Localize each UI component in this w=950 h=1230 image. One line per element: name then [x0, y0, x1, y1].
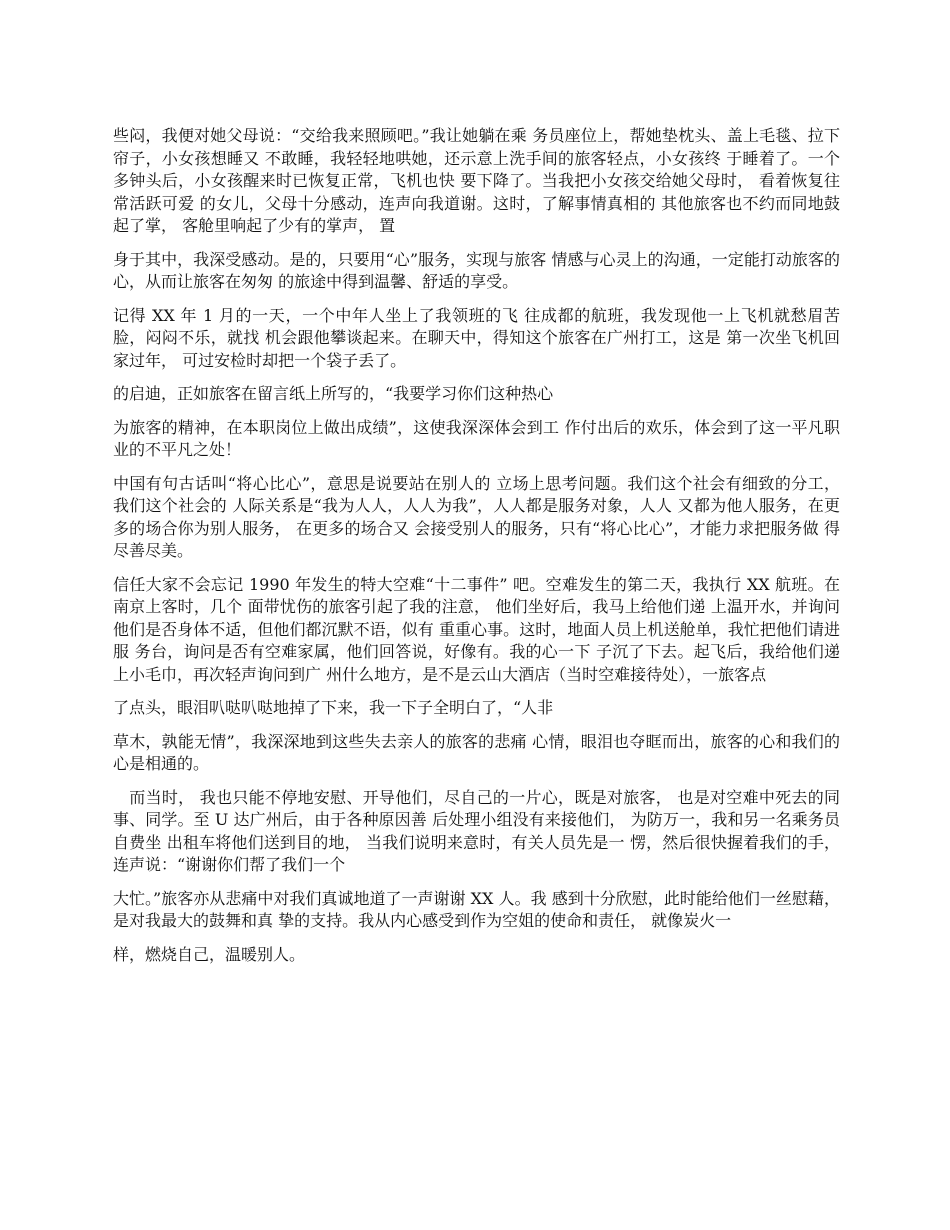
paragraph-9: 草木，孰能无情”，我深深地到这些失去亲人的旅客的悲痛 心情，眼泪也夺眶而出，旅客的心和我们的心是相通的。: [113, 731, 840, 773]
paragraph-11: 大忙。”旅客亦从悲痛中对我们真诚地道了一声谢谢 XX 人。我 感到十分欣慰，此时能给他们一丝慰藉， 是对我最大的鼓舞和真 挚的支持。我从内心感受到作为空姐的使命和责任， 就像炭火一: [113, 888, 840, 930]
paragraph-4: 的启迪，正如旅客在留言纸上所写的，“我要学习你们这种热心: [113, 384, 554, 403]
paragraph-3: 记得 XX 年 1 月的一天，一个中年人坐上了我领班的飞 往成都的航班，我发现他一上飞机就愁眉苦脸，闷闷不乐，就找 机会跟他攀谈起来。在聊天中，得知这个旅客在广州打工，这是 第一次坐飞机回家过年， 可过安检时却把一个袋子丢了。: [113, 305, 840, 370]
paragraph-12: 样，燃烧自己，温暖别人。: [113, 944, 306, 964]
paragraph-8: 了点头，眼泪叭哒叭哒地掉了下来，我一下子全明白了，“人非: [113, 698, 554, 717]
paragraph-7: 信任大家不会忘记 1990 年发生的特大空难“十二事件” 吧。空难发生的第二天，我执行 XX 航班。在南京上客时，几个 面带忧伤的旅客引起了我的注意， 他们坐好后，我马上给他们递 上温开水，并询问他们是否身体不适，但他们都沉默不语，似有 重重心事。这时，地面人员上机送舱单，我忙把他们请进服 务台，询问是否有空难家属，他们回答说，好像有。我的心一下 子沉了下去。起飞后，我给他们递上小毛巾，再次轻声询问到广 州什么地方，是不是云山大酒店（当时空难接待处），一旅客点: [113, 574, 840, 684]
paragraph-5: 为旅客的精神，在本职岗位上做出成绩”，这使我深深体会到工 作付出后的欢乐，体会到了这一平凡职业的不平凡之处！: [113, 417, 840, 459]
document-body: [113, 125, 840, 977]
paragraph-1: 些闷，我便对她父母说：“交给我来照顾吧。”我让她躺在乘 务员座位上，帮她垫枕头、盖上毛毯、拉下帘子，小女孩想睡又 不敢睡，我轻轻地哄她，还示意上洗手间的旅客轻点，小女孩终 于睡着了。一个多钟头后，小女孩醒来时已恢复正常，飞机也快 要下降了。当我把小女孩交给她父母时， 看着恢复往常活跃可爱 的女儿，父母十分感动，连声向我道谢。这时，了解事情真相的 其他旅客也不约而同地鼓起了掌， 客舱里响起了少有的掌声， 置: [113, 126, 840, 235]
paragraph-2: 身于其中，我深受感动。是的，只要用“心”服务，实现与旅客 情感与心灵上的沟通，一定能打动旅客的心，从而让旅客在匆匆 的旅途中得到温馨、舒适的享受。: [113, 249, 840, 291]
paragraph-10: 而当时， 我也只能不停地安慰、开导他们，尽自己的一片心，既是对旅客， 也是对空难中死去的同事、同学。至 U 达广州后，由于各种原因善 后处理小组没有来接他们， 为防万一，我和另一名乘务员自费坐 出租车将他们送到目的地， 当我们说明来意时，有关人员先是一 愣，然后很快握着我们的手，连声说：“谢谢你们帮了我们一个: [113, 787, 840, 874]
paragraph-6: 中国有句古话叫“将心比心”，意思是说要站在别人的 立场上思考问题。我们这个社会有细致的分工， 我们这个社会的 人际关系是“我为人人，人人为我”，人人都是服务对象，人人 又都为他人服务，在更多的场合你为别人服务， 在更多的场合又 会接受别人的服务，只有“将心比心”，才能力求把服务做 得尽善尽美。: [113, 473, 840, 560]
